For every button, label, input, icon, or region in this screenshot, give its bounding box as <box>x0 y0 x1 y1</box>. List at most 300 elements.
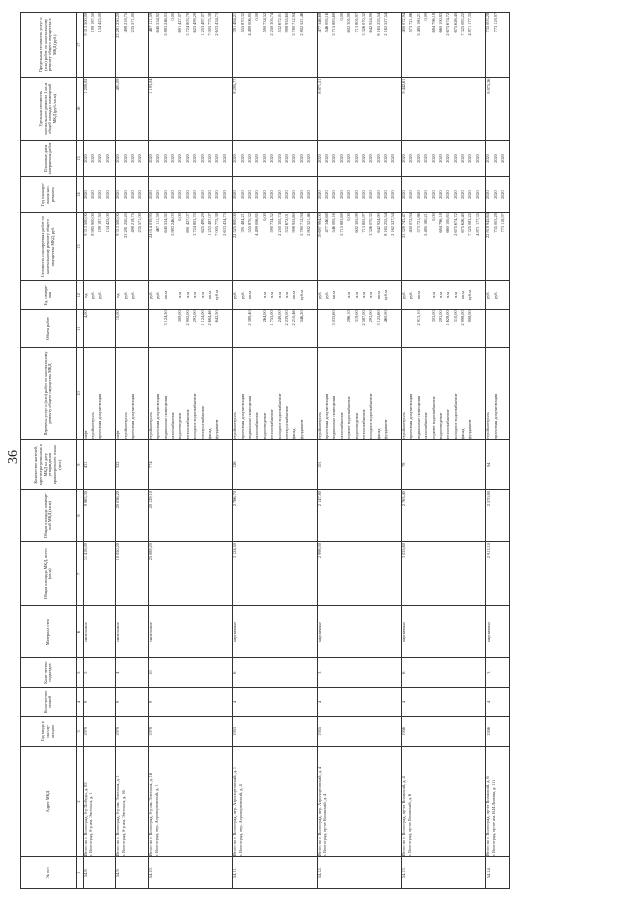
work-cost-line: 0,00 <box>430 213 436 221</box>
row-number: 54.8. <box>83 857 116 889</box>
work-volume <box>116 310 149 347</box>
work-done-line: 2020 <box>423 154 429 163</box>
work-cost-line: 7 005 775,38 <box>214 213 220 236</box>
entrances: 3 <box>317 658 401 687</box>
work-volume <box>83 310 116 347</box>
work-done-line: 2020 <box>368 154 374 163</box>
total-label: Итого по г. Волгоград, б-р Победы, д. 83 <box>82 782 88 857</box>
work-unit-line: руб. <box>485 291 491 299</box>
work-cost-line: 498 218,75 <box>129 213 135 233</box>
work-name-line: стройконтроль <box>147 412 153 440</box>
area-total: 11 418,00 <box>83 542 116 606</box>
limit-cost-line: 660 100,83 <box>437 13 443 33</box>
work-unit <box>116 281 149 310</box>
work-year-line: 2020 <box>155 190 161 199</box>
work-year-line: 2020 <box>353 190 359 199</box>
work-done-line: 2020 <box>129 154 135 163</box>
work-year-line: 2020 <box>467 190 473 199</box>
work-name-line: проектная документация <box>408 393 414 440</box>
total-cost: 22 525 800,00 <box>232 213 238 238</box>
work-volume-line: 642,50 <box>214 310 220 323</box>
work-name-line: фундамент <box>383 419 389 440</box>
work-name-line: фундамент <box>214 419 220 440</box>
limit-cost-line: 3 326 070,32 <box>360 13 366 36</box>
work-cost <box>486 213 509 281</box>
entrances: 6 <box>233 658 317 687</box>
work-volume-line: 309,00 <box>177 310 183 323</box>
work-name-line: подвальные помещения <box>415 395 421 440</box>
work-name-line: горячее водоснабжение <box>430 396 436 440</box>
limit-cost-line: 2 250 305,74 <box>269 13 275 36</box>
work-done-line: 2020 <box>155 154 161 163</box>
work-year-line: 2020 <box>192 190 198 199</box>
total-cost: 9 313 500,00 <box>115 213 121 236</box>
work-cost-line: 640 534,92 <box>162 213 168 233</box>
address-cell <box>317 746 401 857</box>
work-cost-line: 477 346,68 <box>323 213 329 233</box>
address: г. Волгоград, пер. Аэропортовский, д. 1 <box>153 784 159 857</box>
limit-cost-line: 532 672,01 <box>276 13 282 33</box>
limit-cost <box>233 13 317 78</box>
work-volume-line: 10,00 <box>115 310 121 321</box>
entrances: 10 <box>148 658 232 687</box>
work-cost-line: 467 111,59 <box>155 213 161 233</box>
limit-cost-line: 735 003,28 <box>485 13 491 33</box>
column-number: 4 <box>76 687 83 716</box>
work-name-line: стройконтроль <box>89 412 95 440</box>
work-cost-line: 4 871 177,35 <box>474 213 480 236</box>
work-name-line: подвальные помещения <box>331 395 337 440</box>
limit-cost-line: 5 780 712,94 <box>291 13 297 36</box>
work-name-line: электроснабжение <box>199 405 205 440</box>
work-done-line: 2020 <box>492 154 498 163</box>
work-unit-line: куб.м <box>214 290 220 301</box>
limit-cost-line: 684 796,18 <box>430 13 436 33</box>
area-total: 2 998,00 <box>317 542 401 606</box>
column-number: 9 <box>76 440 83 490</box>
limit-cost-line: 4 499 006,85 <box>246 13 252 36</box>
wall-material: панельные <box>83 606 116 658</box>
column-header: Год ввода в эксплу-атацию <box>21 717 77 746</box>
total-year: 2020 <box>82 190 88 199</box>
work-volume <box>401 310 485 347</box>
wall-material: кирпичные <box>317 606 401 658</box>
unit-cost: 1 193,04 <box>148 77 232 140</box>
wall-material: кирпичные <box>401 606 485 658</box>
work-done-line: 2020 <box>206 154 212 163</box>
work-cost-line: 8 165 255,54 <box>383 213 389 236</box>
work-name-line: теплоснабжение <box>184 409 190 440</box>
work-done <box>317 140 401 176</box>
work-unit-line: п.м <box>177 292 183 299</box>
work-unit-line: ед. <box>115 292 121 298</box>
work-unit-line: п.м <box>368 292 374 299</box>
total-label: Итого по г. Волгоград, пер. Аэропортовский, д. 1 <box>232 766 238 857</box>
limit-cost-line: 235 571,00 <box>129 13 135 33</box>
limit-cost-line: 640 534,92 <box>155 13 161 33</box>
work-year-line: 2020 <box>129 190 135 199</box>
work-year-line: 2020 <box>283 190 289 199</box>
work-name-line: холодное водоснабжение <box>368 393 374 440</box>
work-cost-line: 23 281 250,20 <box>122 213 128 238</box>
work-year-line: 2020 <box>199 190 205 199</box>
limit-cost-line: 773 118,97 <box>492 13 498 33</box>
work-name-line: газоснабжение <box>169 412 175 440</box>
work-done-line: 2020 <box>383 154 389 163</box>
work-year-line: 2020 <box>261 190 267 199</box>
total-label: Итого по г. Волгоград, пр-кт Волжский, д. 4 <box>400 776 406 857</box>
work-name-line: подвальные помещения <box>246 395 252 440</box>
work-unit-line: руб. <box>97 291 103 299</box>
work-year-line: 2020 <box>375 190 381 199</box>
table-row <box>486 13 509 889</box>
work-done-line: 2020 <box>184 154 190 163</box>
work-volume-line: 264,00 <box>261 310 267 323</box>
work-done-line: 2020 <box>199 154 205 163</box>
total-cost: 19 697 994,00 <box>316 213 322 238</box>
work-unit <box>233 281 317 310</box>
work-name-line: водоотведение <box>261 412 267 440</box>
work-cost-line: 555 870,32 <box>246 213 252 233</box>
limit-cost-line: 0,00 <box>254 13 260 21</box>
work-unit-line: п.м <box>346 292 352 299</box>
work-done-line: 2020 <box>89 154 95 163</box>
work-name <box>401 347 485 440</box>
address: г. Волгоград, пр-кт Волжский, д. 4 <box>322 793 328 857</box>
row-number: 54.12. <box>317 857 401 889</box>
work-done-line: 2020 <box>276 154 282 163</box>
limit-cost-line: 2 162 527,54 <box>383 13 389 36</box>
work-volume-line: 3 035,60 <box>331 310 337 326</box>
floors: 9 <box>116 687 149 716</box>
work-volume-line <box>233 310 240 346</box>
table-row <box>233 13 317 889</box>
work-unit-line: п.м <box>261 292 267 299</box>
floors: 9 <box>148 687 232 716</box>
limit-cost-line: 602 305,99 <box>346 13 352 33</box>
work-volume-line: 310,00 <box>452 310 458 323</box>
work-done-line: 2020 <box>192 154 198 163</box>
column-number: 5 <box>76 658 83 687</box>
work-done-line: 2020 <box>254 154 260 163</box>
limit-cost-line: 134 425,00 <box>97 13 103 33</box>
work-done-line: 2020 <box>221 154 227 163</box>
work-year <box>116 177 149 213</box>
column-header: Предельная стоимость услуг и (или) работ по капитальному ремонту общего имущества в МКД (руб.) <box>21 13 77 78</box>
total-label: Итого по г. Волгоград, б-р им. Энгельса, д. 16 <box>147 772 153 857</box>
work-volume-line: 2 998,00 <box>460 310 466 326</box>
work-year-line: 2020 <box>184 190 190 199</box>
residents: 126 <box>233 440 317 490</box>
year-built: 1978 <box>148 717 232 746</box>
table-row <box>317 13 401 889</box>
work-name-line: водоотведение <box>177 412 183 440</box>
limit-cost-line: 5 715 883,69 <box>331 13 337 36</box>
work-year-line: 2020 <box>298 190 304 199</box>
work-done-line: 2020 <box>162 154 168 163</box>
limit-cost <box>148 13 232 78</box>
work-done-line: 2020 <box>408 154 414 163</box>
work-volume-line <box>91 310 98 346</box>
work-name-line: теплоснабжение <box>445 409 451 440</box>
work-year-line: 2020 <box>331 190 337 199</box>
limit-cost-line: 199 187,50 <box>89 13 95 33</box>
work-year-line: 2020 <box>89 190 95 199</box>
work-name-line: холодное водоснабжение <box>452 393 458 440</box>
work-name-line: проектная документация <box>239 393 245 440</box>
total-cost: 23 329 743,47 <box>400 213 406 238</box>
work-year-line: 2020 <box>408 190 414 199</box>
limit-cost-line: 590 734,52 <box>261 13 267 33</box>
floors: 4 <box>486 687 509 716</box>
limit-cost <box>401 13 485 78</box>
work-done-line: 2020 <box>214 154 220 163</box>
address-cell <box>148 746 232 857</box>
limit-cost-line: 400 072,94 <box>400 13 406 33</box>
work-done-line: 2020 <box>177 154 183 163</box>
work-unit-line: п.м <box>445 292 451 299</box>
work-cost-line: 684 796,18 <box>437 213 443 233</box>
work-cost <box>116 213 149 281</box>
work-done-line: 2020 <box>375 154 381 163</box>
work-cost-line: 642 924,90 <box>375 213 381 233</box>
work-year-line: 2020 <box>177 190 183 199</box>
work-volume-line: 293,00 <box>368 310 374 323</box>
work-year-line: 2020 <box>104 190 110 199</box>
work-year-line: 2020 <box>368 190 374 199</box>
work-name-line: стройконтроль <box>485 412 491 440</box>
work-done-line: 2020 <box>415 154 421 163</box>
address-cell <box>116 746 149 857</box>
work-volume-line: 2 913,10 <box>415 310 421 326</box>
residents: 774 <box>148 440 232 490</box>
work-year-line: 2020 <box>390 190 396 199</box>
work-unit-line: руб. <box>400 291 406 299</box>
row-number: 54.13. <box>401 857 485 889</box>
limit-cost-line: 0,00 <box>423 13 429 21</box>
area-rooms: 9 963,30 <box>83 490 116 542</box>
limit-cost <box>116 13 149 78</box>
work-year-line: 2020 <box>452 190 458 199</box>
total-done: 2020 <box>485 154 491 163</box>
work-done-line: 2020 <box>269 154 275 163</box>
work-unit-line: п.м <box>353 292 359 299</box>
limit-cost-line: 3 724 803,70 <box>184 13 190 36</box>
work-volume <box>317 310 401 347</box>
limit-cost-line: 467 111,59 <box>147 13 153 33</box>
work-cost-line: 5 883 246,03 <box>169 213 175 236</box>
wall-material: кирпичные <box>486 606 509 658</box>
work-cost-line: 998 955,60 <box>291 213 297 233</box>
limit-cost-line: 713 805,97 <box>353 13 359 33</box>
column-number-row <box>76 13 83 889</box>
work-name-line: фасад <box>206 428 212 440</box>
header-row <box>21 13 77 889</box>
work-year-line: 2020 <box>383 190 389 199</box>
column-number: 6 <box>76 606 83 658</box>
work-unit-line: кв.м <box>206 291 212 300</box>
work-cost-line: 8 985 900,00 <box>89 213 95 236</box>
work-name-line: теплоснабжение <box>269 409 275 440</box>
column-number: 16 <box>76 77 83 140</box>
work-volume-line: 2 905,00 <box>184 310 190 326</box>
column-header: Ед. измере-ния <box>21 281 77 310</box>
row-number: 54.14. <box>486 857 509 889</box>
work-done-line: 2020 <box>346 154 352 163</box>
work-cost-line: 2 162 527,54 <box>390 213 396 236</box>
floors: 9 <box>83 687 116 716</box>
work-unit-line: ед. <box>82 292 88 298</box>
work-name-line: газоснабжение <box>423 412 429 440</box>
area-total: 3 124,50 <box>233 542 317 606</box>
work-year-line: 2020 <box>269 190 275 199</box>
row-number: 54.9. <box>116 857 149 889</box>
table-row <box>148 13 232 889</box>
work-cost-line: 735 003,28 <box>492 213 498 233</box>
work-cost-line: 1 253 487,07 <box>206 213 212 236</box>
work-volume-line: 286,10 <box>346 310 352 323</box>
work-done <box>401 140 485 176</box>
work-unit-line: руб. <box>89 291 95 299</box>
work-year-line: 2020 <box>445 190 451 199</box>
limit-cost-line: 642 924,90 <box>368 13 374 33</box>
work-done-line: 2020 <box>104 154 110 163</box>
area-rooms: 2 147,80 <box>317 490 401 542</box>
work-cost <box>401 213 485 281</box>
area-rooms: 20 036,20 <box>116 490 149 542</box>
work-done-line: 2020 <box>169 154 175 163</box>
capital-repair-table <box>20 12 510 889</box>
work-unit-line: руб. <box>122 291 128 299</box>
work-year <box>317 177 401 213</box>
total-done: 2020 <box>316 154 322 163</box>
work-name-line: холодное водоснабжение <box>276 393 282 440</box>
work-year-line: 2020 <box>323 190 329 199</box>
address-cell <box>83 746 116 857</box>
work-year-line: 2020 <box>338 190 344 199</box>
work-unit-line: руб. <box>492 291 498 299</box>
work-name-line: лифт <box>82 430 88 440</box>
work-year-line: 2020 <box>254 190 260 199</box>
total-done: 2020 <box>232 154 238 163</box>
total-year: 2020 <box>147 190 153 199</box>
address: г. Волгоград, пр-кт им. В.И.Ленина, д. 111 <box>491 779 497 857</box>
work-cost-line: 391 484,21 <box>239 213 245 233</box>
work-cost-line: 546 095,16 <box>331 213 337 233</box>
work-done-line: 2020 <box>298 154 304 163</box>
work-unit-line: п.м <box>437 292 443 299</box>
work-unit-line: куб.м <box>298 290 304 301</box>
limit-cost-line: 1 253 487,07 <box>199 13 205 36</box>
limit-cost-line: 0,00 <box>338 13 344 21</box>
entrances: 6 <box>401 658 485 687</box>
residents: 101 <box>317 440 401 490</box>
limit-cost-line: 8 165 255,54 <box>375 13 381 36</box>
work-name-line: газоснабжение <box>254 412 260 440</box>
floors: 4 <box>233 687 317 716</box>
work-volume-line: 303,00 <box>430 310 436 323</box>
work-volume-line: 1 124,00 <box>199 310 205 326</box>
work-unit <box>317 281 401 310</box>
work-done-line: 2020 <box>390 154 396 163</box>
work-year <box>233 177 317 213</box>
limit-cost-line: 5 883 246,03 <box>162 13 168 36</box>
wall-material: панельные <box>116 606 149 658</box>
work-name-line: фундамент <box>298 419 304 440</box>
total-cost: 24 014 039,95 <box>147 213 153 238</box>
limit-cost <box>486 13 509 78</box>
work-volume <box>148 310 232 347</box>
limit-cost-line: 7 005 775,38 <box>206 13 212 36</box>
wall-material: кирпичные <box>233 606 317 658</box>
area-rooms: 2 763,40 <box>401 490 485 542</box>
column-header: Общая площадь помеще-ний МКД (кв.м) <box>21 490 77 542</box>
column-number: 13 <box>76 213 83 281</box>
total-label: Итого по г. Волгоград, пер. Аэропортовский, д. 4 <box>316 766 322 857</box>
total-done: 2020 <box>115 154 121 163</box>
work-name-line: газоснабжение <box>338 412 344 440</box>
work-unit-line: руб. <box>408 291 414 299</box>
work-unit <box>486 281 509 310</box>
limit-cost <box>83 13 116 78</box>
address: г. Волгоград, б-р им. Энгельса, д. 16 <box>121 790 126 857</box>
work-name-line: стройконтроль <box>316 412 322 440</box>
work-unit-line: руб. <box>239 291 245 299</box>
work-volume-line: 460,00 <box>383 310 389 323</box>
work-volume-line: 319,00 <box>353 310 359 323</box>
work-cost-line: 590 734,52 <box>269 213 275 233</box>
total-year: 2020 <box>316 190 322 199</box>
work-name-line: электроснабжение <box>283 405 289 440</box>
limit-cost-line: 477 346,68 <box>316 13 322 33</box>
work-volume-line: 908,00 <box>467 310 473 323</box>
work-unit-line: руб. <box>316 291 322 299</box>
unit-cost: 8 875,36 <box>486 77 509 140</box>
total-year: 2020 <box>115 190 121 199</box>
work-unit-line: п.м <box>430 292 436 299</box>
work-done <box>486 140 509 176</box>
column-header: Объем работ <box>21 310 77 347</box>
work-cost-line: 400 072,94 <box>408 213 414 233</box>
area-rooms: 20 129,10 <box>148 490 232 542</box>
work-cost-line: 0,00 <box>346 213 352 221</box>
work-done-line: 2020 <box>467 154 473 163</box>
area-total: 25 089,20 <box>148 542 232 606</box>
work-volume-line: 2 210,46 <box>291 310 297 326</box>
work-volume <box>486 310 509 347</box>
floors: 4 <box>401 687 485 716</box>
work-name-line: холодное водоснабжение <box>192 393 198 440</box>
limit-cost-line: 4 871 177,35 <box>467 13 473 36</box>
column-number: 7 <box>76 542 83 606</box>
table-row <box>83 13 116 889</box>
work-year <box>83 177 116 213</box>
column-number: 3 <box>76 717 83 746</box>
work-done-line: 2020 <box>97 154 103 163</box>
work-year-line: 2020 <box>206 190 212 199</box>
work-name-line: фасад <box>460 428 466 440</box>
column-header: Материал стен <box>21 606 77 658</box>
column-header: Стоимость планируемых работ по капитальному ремонту общего имущества МКД, руб. <box>21 213 77 281</box>
work-name-line: стройконтроль <box>232 412 238 440</box>
work-name-line: горячее водоснабжение <box>346 396 352 440</box>
total-label: Итого по г. Волгоград, пр-кт Волжский, д. 6 <box>485 776 491 857</box>
work-done-line: 2020 <box>291 154 297 163</box>
limit-cost-line: 546 095,16 <box>323 13 329 33</box>
unit-cost: 9 442,61 <box>401 77 485 140</box>
work-name-line: лифт <box>115 430 121 440</box>
column-header: Коли-чество этажей <box>21 687 77 716</box>
